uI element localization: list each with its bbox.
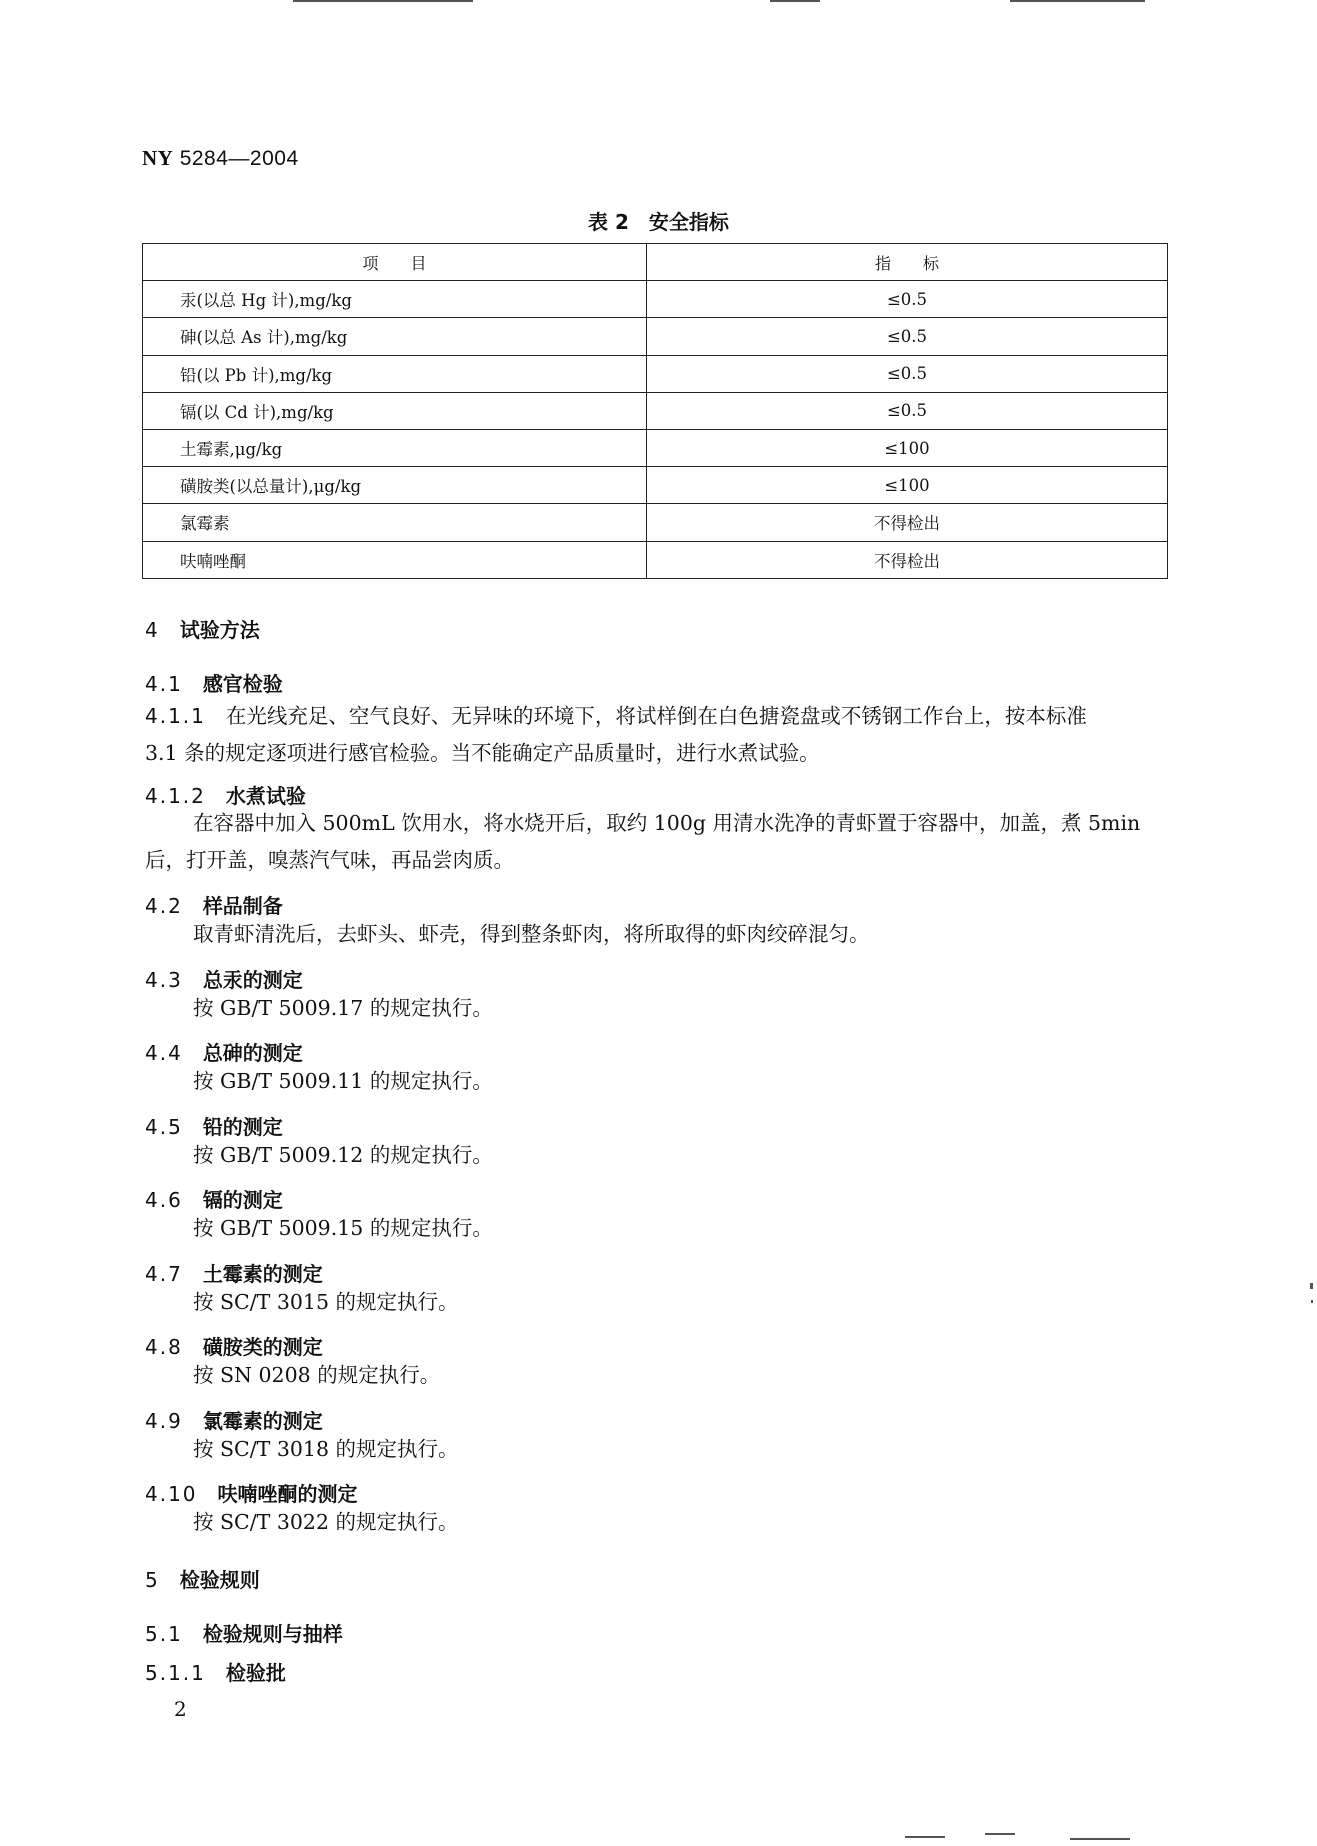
table-row [143,429,1168,466]
paragraph-4-5: 按 GB/T 5009.12 的规定执行。 [193,1143,493,1167]
scan-edge-line [770,0,820,2]
row-value: ≤100 [647,467,1168,504]
standard-number [142,146,299,171]
paragraph-4-7: 按 SC/T 3015 的规定执行。 [193,1290,459,1314]
table-row [143,318,1168,355]
row-item: 铅(以 Pb 计),mg/kg [143,355,647,392]
section-heading-5: 5 检验规则 [145,1568,260,1592]
section-heading-4-8: 4.8 磺胺类的测定 [145,1335,323,1359]
scan-edge-line [1070,1838,1130,1840]
row-value: 不得检出 [647,504,1168,541]
row-item: 磺胺类(以总量计),μg/kg [143,467,647,504]
table-row [143,355,1168,392]
row-value: ≤0.5 [647,318,1168,355]
scan-edge-line [985,1833,1015,1835]
table-header-row [143,244,1168,281]
section-heading-4-5: 4.5 铅的测定 [145,1115,283,1139]
table-caption: 表 2 安全指标 [588,210,729,234]
row-item: 汞(以总 Hg 计),mg/kg [143,281,647,318]
row-item: 氯霉素 [143,504,647,541]
column-header-value: 指 标 [647,244,1168,281]
column-header-item: 项 目 [143,244,647,281]
paragraph-4-1-1 [145,698,1173,772]
row-value: ≤0.5 [647,355,1168,392]
page-number: 2 [174,1697,187,1721]
scan-edge-line [293,0,473,2]
paragraph-4-2: 取青虾清洗后，去虾头、虾壳，得到整条虾肉，将所取得的虾肉绞碎混匀。 [193,922,870,946]
table-row [143,541,1168,578]
paragraph-4-10: 按 SC/T 3022 的规定执行。 [193,1510,459,1534]
section-heading-4-7: 4.7 土霉素的测定 [145,1262,323,1286]
row-value: ≤100 [647,429,1168,466]
row-item: 土霉素,μg/kg [143,429,647,466]
paragraph-line: 在容器中加入 500mL 饮用水，将水烧开后，取约 100g 用清水洗净的青虾置于容器中，加盖，煮 5min [193,811,1141,835]
row-value: ≤0.5 [647,281,1168,318]
paragraph-line: 4.1.1 在光线充足、空气良好、无异味的环境下，将试样倒在白色搪瓷盘或不锈钢工作台上，按本标准 [145,704,1087,728]
scan-edge-line [905,1836,945,1838]
scan-speck [1310,1283,1313,1289]
section-heading-5-1: 5.1 检验规则与抽样 [145,1622,343,1646]
safety-indicator-table [142,243,1168,579]
section-heading-4-1-2: 4.1.2 水煮试验 [145,784,306,808]
table-row [143,392,1168,429]
paragraph-line: 3.1 条的规定逐项进行感官检验。当不能确定产品质量时，进行水煮试验。 [145,741,820,765]
section-heading-5-1-1: 5.1.1 检验批 [145,1661,286,1685]
row-value: ≤0.5 [647,392,1168,429]
section-heading-4-10: 4.10 呋喃唑酮的测定 [145,1482,358,1506]
paragraph-4-9: 按 SC/T 3018 的规定执行。 [193,1437,459,1461]
section-heading-4-4: 4.4 总砷的测定 [145,1041,303,1065]
paragraph-line: 后，打开盖，嗅蒸汽气味，再品尝肉质。 [145,848,514,872]
paragraph-4-6: 按 GB/T 5009.15 的规定执行。 [193,1216,493,1240]
row-value: 不得检出 [647,541,1168,578]
row-item: 砷(以总 As 计),mg/kg [143,318,647,355]
scan-speck [1311,1300,1313,1303]
section-heading-4-2: 4.2 样品制备 [145,894,283,918]
section-heading-4-6: 4.6 镉的测定 [145,1188,283,1212]
paragraph-4-4: 按 GB/T 5009.11 的规定执行。 [193,1069,493,1093]
table-row [143,504,1168,541]
scan-edge-line [1010,0,1145,2]
paragraph-4-3: 按 GB/T 5009.17 的规定执行。 [193,996,493,1020]
table-row [143,467,1168,504]
section-heading-4-3: 4.3 总汞的测定 [145,968,303,992]
table-row [143,281,1168,318]
standard-code: 5284—2004 [179,147,299,170]
standard-prefix: NY [142,146,174,170]
row-item: 呋喃唑酮 [143,541,647,578]
paragraph-4-8: 按 SN 0208 的规定执行。 [193,1363,441,1387]
section-heading-4-1: 4.1 感官检验 [145,672,283,696]
paragraph-4-1-2 [145,805,1173,879]
section-heading-4: 4 试验方法 [145,618,260,642]
row-item: 镉(以 Cd 计),mg/kg [143,392,647,429]
section-heading-4-9: 4.9 氯霉素的测定 [145,1409,323,1433]
